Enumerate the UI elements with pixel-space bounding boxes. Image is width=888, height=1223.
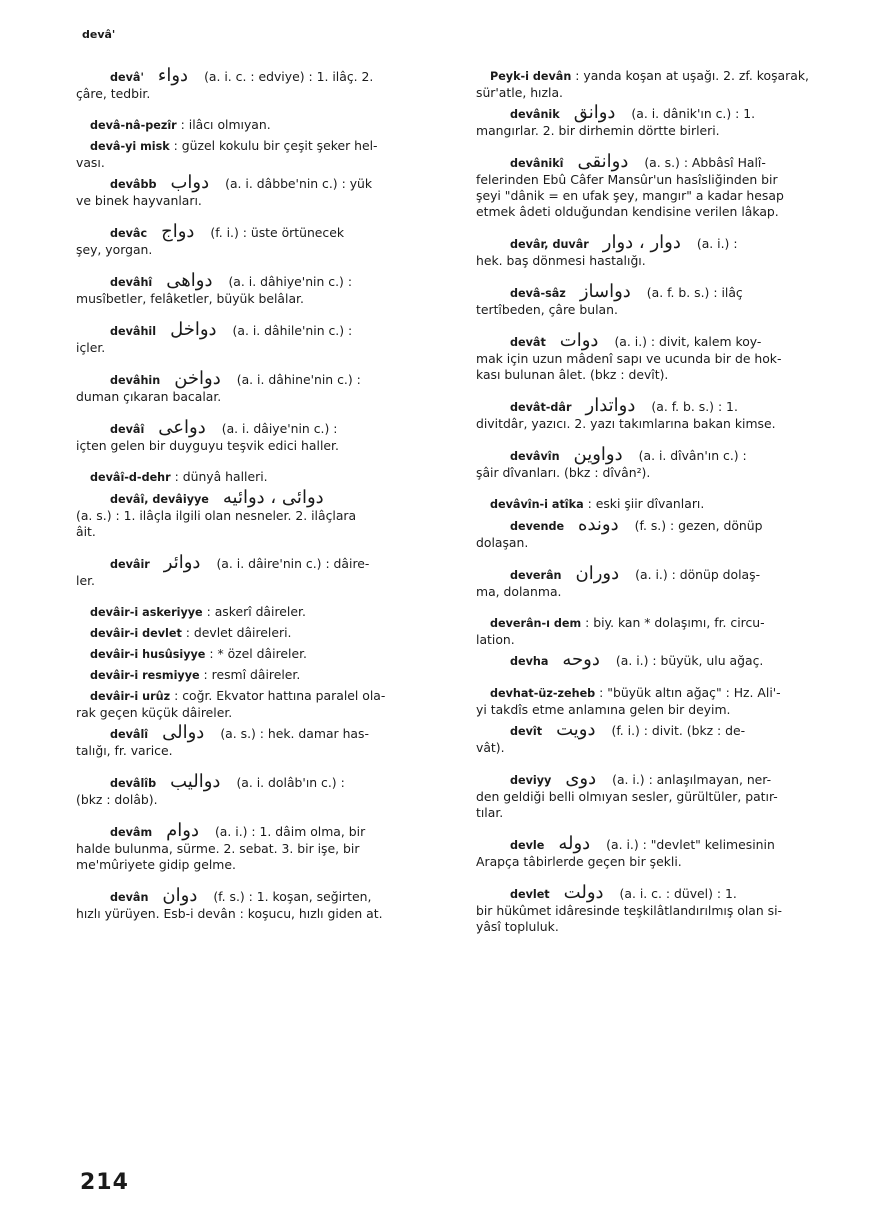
definition-line: divitdâr, yazıcı. 2. yazı takımlarına bakan kimse. xyxy=(476,416,776,431)
entry-first-line xyxy=(476,330,852,351)
entry-first-line xyxy=(76,688,450,705)
entry-first-line xyxy=(476,232,852,253)
definition-line: hızlı yürüyen. Esb-i devân : koşucu, hızlı giden at. xyxy=(76,906,383,921)
entry-first-line xyxy=(76,625,450,642)
definition-line: şeyi "dânik = en ufak şey, mangır" a kadar hesap xyxy=(476,188,784,203)
definition-line: (a. i. dâhiye'nin c.) : xyxy=(228,274,352,289)
subentry-headword: devâî-d-dehr xyxy=(90,471,171,484)
entry-first-line xyxy=(76,667,450,684)
definition-line: hek. baş dönmesi hastalığı. xyxy=(476,253,646,268)
entry-first-line xyxy=(76,319,450,340)
definition-line: rak geçen küçük dâireler. xyxy=(76,705,233,720)
dictionary-entry xyxy=(476,649,852,670)
arabic-script: دوله xyxy=(558,833,591,854)
arabic-script: دواليب xyxy=(170,771,221,792)
entry-first-line xyxy=(76,172,450,193)
definition-line: : "büyük altın ağaç" : Hz. Ali'- xyxy=(599,685,781,700)
dictionary-entry xyxy=(76,646,450,663)
dictionary-entry xyxy=(76,65,450,102)
arabic-script: دواخن xyxy=(174,368,221,389)
definition-line: (a. i. dâhile'nin c.) : xyxy=(232,323,353,338)
dictionary-entry xyxy=(76,552,450,589)
definition-line: (a. i. dîvân'ın c.) : xyxy=(638,448,747,463)
dictionary-entry xyxy=(76,667,450,684)
definition-line: (a. i. dâbbe'nin c.) : yük xyxy=(225,176,373,191)
entry-first-line xyxy=(76,552,450,573)
definition-line: : resmî dâireler. xyxy=(203,667,301,682)
dictionary-entry xyxy=(76,417,450,454)
entry-first-line xyxy=(476,882,852,903)
entry-first-line xyxy=(476,833,852,854)
headword: devâî, devâiyye xyxy=(110,493,209,506)
arabic-script: دواوين xyxy=(573,444,623,465)
running-head: devâ' xyxy=(82,28,116,41)
arabic-script: دواساز xyxy=(579,281,631,302)
definition-line: kası bulunan âlet. (bkz : devît). xyxy=(476,367,669,382)
entry-first-line xyxy=(76,771,450,792)
entry-first-line xyxy=(76,221,450,242)
subentry-headword: devâir-i devlet xyxy=(90,627,182,640)
entry-first-line xyxy=(476,151,852,172)
dictionary-entry xyxy=(76,469,450,486)
definition-line: (a. i.) : büyük, ulu ağaç. xyxy=(615,653,764,668)
dictionary-entry xyxy=(476,615,852,648)
dictionary-entry xyxy=(76,270,450,307)
definition-line: vası. xyxy=(76,155,105,170)
definition-line: (a. i.) : xyxy=(696,236,738,251)
dictionary-entry xyxy=(476,281,852,318)
definition-line: (a. s.) : Abbâsî Halî- xyxy=(644,155,766,170)
definition-line: tılar. xyxy=(476,805,504,820)
arabic-script: دولت xyxy=(563,882,604,903)
definition-line: (a. i.) : dönüp dolaş- xyxy=(635,567,761,582)
definition-line: (a. i. c. : düvel) : 1. xyxy=(619,886,737,901)
definition-line: me'mûriyete gidip gelme. xyxy=(76,857,236,872)
dictionary-entry xyxy=(476,685,852,718)
entry-first-line xyxy=(76,270,450,291)
definition-line: halde bulunma, sürme. 2. sebat. 3. bir işe, bir xyxy=(76,841,360,856)
definition-line: dolaşan. xyxy=(476,535,529,550)
dictionary-entry xyxy=(476,768,852,821)
arabic-script: دواج xyxy=(161,221,195,242)
headword: devha xyxy=(510,655,549,668)
dictionary-entry xyxy=(76,625,450,642)
definition-line: (a. s.) : hek. damar has- xyxy=(220,726,369,741)
dictionary-entry xyxy=(476,719,852,756)
headword: devân xyxy=(110,891,149,904)
right-column xyxy=(476,68,852,950)
dictionary-entry xyxy=(476,330,852,383)
entry-first-line xyxy=(476,514,852,535)
entry-first-line xyxy=(76,65,450,86)
definition-line: : ilâcı olmıyan. xyxy=(180,117,271,132)
headword: devâî xyxy=(110,423,145,436)
definition-line: mak için uzun mâdenî sapı ve ucunda bir de hok- xyxy=(476,351,782,366)
subentry-headword: devâ-nâ-pezîr xyxy=(90,119,177,132)
arabic-script: دوانقى xyxy=(577,151,629,172)
entry-first-line xyxy=(76,885,450,906)
definition-line: içler. xyxy=(76,340,106,355)
headword: devât xyxy=(510,336,546,349)
entry-first-line xyxy=(476,649,852,670)
headword: devânikî xyxy=(510,157,564,170)
definition-line: (f. i.) : divit. (bkz : de- xyxy=(611,723,746,738)
definition-line: duman çıkaran bacalar. xyxy=(76,389,222,404)
definition-line: ler. xyxy=(76,573,95,588)
definition-line: (a. f. b. s.) : 1. xyxy=(651,399,738,414)
arabic-script: دوات xyxy=(559,330,599,351)
entry-first-line xyxy=(476,768,852,789)
dictionary-entry xyxy=(476,102,852,139)
definition-line: vât). xyxy=(476,740,505,755)
definition-line: (a. i. dâiye'nin c.) : xyxy=(221,421,338,436)
entry-first-line xyxy=(76,117,450,134)
dictionary-entry xyxy=(76,688,450,721)
arabic-script: دوام xyxy=(166,820,199,841)
definition-line: : * özel dâireler. xyxy=(209,646,307,661)
definition-line: (a. i.) : "devlet" kelimesinin xyxy=(606,837,775,852)
entry-first-line xyxy=(76,138,450,155)
definition-line: (a. i. dâire'nin c.) : dâire- xyxy=(216,556,370,571)
entry-first-line xyxy=(476,563,852,584)
definition-line: yi takdîs etme anlamına gelen bir deyim. xyxy=(476,702,731,717)
dictionary-entry xyxy=(476,232,852,269)
page-number: 214 xyxy=(80,1170,129,1195)
dictionary-entry xyxy=(476,444,852,481)
dictionary-entry xyxy=(476,833,852,870)
definition-line: çâre, tedbir. xyxy=(76,86,151,101)
definition-line: içten gelen bir duyguyu teşvik edici haller. xyxy=(76,438,339,453)
dictionary-entry xyxy=(76,885,450,922)
entry-first-line xyxy=(476,719,852,740)
arabic-script: دوحه xyxy=(562,649,600,670)
subentry-headword: Peyk-i devân xyxy=(490,70,572,83)
headword: devâc xyxy=(110,227,148,240)
dictionary-entry xyxy=(76,820,450,873)
dictionary-entry xyxy=(476,882,852,935)
definition-line: (a. s.) : 1. ilâçla ilgili olan nesneler. 2. ilâçlara xyxy=(76,508,357,523)
arabic-script: دوران xyxy=(575,563,620,584)
arabic-script: دونده xyxy=(578,514,619,535)
entry-first-line xyxy=(476,102,852,123)
headword: devâlî xyxy=(110,728,149,741)
subentry-headword: devâvîn-i atîka xyxy=(490,498,584,511)
subentry-headword: devâir-i urûz xyxy=(90,690,171,703)
headword: devâhin xyxy=(110,374,161,387)
entry-first-line xyxy=(76,469,450,486)
entry-first-line xyxy=(476,68,852,85)
arabic-script: دواهى xyxy=(166,270,213,291)
entry-first-line xyxy=(76,368,450,389)
dictionary-entry xyxy=(476,496,852,513)
entry-first-line xyxy=(76,604,450,621)
arabic-script: دوالى xyxy=(162,722,205,743)
definition-line: (bkz : dolâb). xyxy=(76,792,158,807)
subentry-headword: devâir-i husûsiyye xyxy=(90,648,206,661)
definition-line: talığı, fr. varice. xyxy=(76,743,173,758)
definition-line: (a. i. dânik'ın c.) : 1. xyxy=(631,106,756,121)
arabic-script: دوائر xyxy=(163,552,201,573)
dictionary-entry xyxy=(476,395,852,432)
definition-line: (a. i.) : anlaşılmayan, ner- xyxy=(612,772,772,787)
definition-line: : dünyâ halleri. xyxy=(174,469,268,484)
definition-line: felerinden Ebû Câfer Mansûr'un hasîsliğinden bir xyxy=(476,172,778,187)
dictionary-entry xyxy=(76,221,450,258)
definition-line: etmek âdeti olduğundan kendisine verilen lâkap. xyxy=(476,204,779,219)
arabic-script: دوان xyxy=(162,885,198,906)
headword: devâhî xyxy=(110,276,153,289)
headword: devâvîn xyxy=(510,450,560,463)
headword: devâhil xyxy=(110,325,157,338)
arabic-script: دويت xyxy=(556,719,596,740)
definition-line: bir hükûmet idâresinde teşkilâtlandırılmış olan si- xyxy=(476,903,783,918)
arabic-script: دوائى ، دوائيه xyxy=(222,487,324,508)
entry-first-line xyxy=(476,444,852,465)
definition-line: yâsî topluluk. xyxy=(476,919,559,934)
entry-first-line xyxy=(76,820,450,841)
definition-line: sür'atle, hızla. xyxy=(476,85,563,100)
arabic-script: دواب xyxy=(170,172,210,193)
definition-line: (a. i. c. : edviye) : 1. ilâç. 2. xyxy=(204,69,374,84)
subentry-headword: devâir-i askeriyye xyxy=(90,606,203,619)
arabic-script: دواتدار xyxy=(585,395,636,416)
definition-line: ve binek hayvanları. xyxy=(76,193,202,208)
definition-line: ma, dolanma. xyxy=(476,584,562,599)
definition-line: : güzel kokulu bir çeşit şeker hel- xyxy=(173,138,378,153)
subentry-headword: deverân-ı dem xyxy=(490,617,582,630)
headword: devânik xyxy=(510,108,560,121)
definition-line: şâir dîvanları. (bkz : dîvân²). xyxy=(476,465,651,480)
definition-line: : devlet dâireleri. xyxy=(185,625,292,640)
headword: devît xyxy=(510,725,543,738)
headword: devâbb xyxy=(110,178,157,191)
subentry-headword: devâ-yi misk xyxy=(90,140,170,153)
arabic-script: دواعى xyxy=(158,417,206,438)
headword: devât-dâr xyxy=(510,401,572,414)
entry-first-line xyxy=(476,496,852,513)
headword: devâ-sâz xyxy=(510,287,566,300)
definition-line: (f. s.) : gezen, dönüp xyxy=(634,518,763,533)
definition-line: lation. xyxy=(476,632,515,647)
definition-line: tertîbeden, çâre bulan. xyxy=(476,302,618,317)
definition-line: (a. i. dâhine'nin c.) : xyxy=(236,372,361,387)
headword: devâm xyxy=(110,826,153,839)
dictionary-entry xyxy=(76,487,450,540)
definition-line: : askerî dâireler. xyxy=(206,604,306,619)
definition-line: : biy. kan * dolaşımı, fr. circu- xyxy=(585,615,765,630)
dictionary-entry xyxy=(76,771,450,808)
headword: deverân xyxy=(510,569,562,582)
definition-line: şey, yorgan. xyxy=(76,242,153,257)
dictionary-entry xyxy=(476,68,852,101)
dictionary-entry xyxy=(476,151,852,220)
left-column xyxy=(76,65,450,937)
definition-line: (f. s.) : 1. koşan, seğirten, xyxy=(213,889,372,904)
headword: devâir xyxy=(110,558,150,571)
dictionary-entry xyxy=(76,172,450,209)
subentry-headword: devhat-üz-zeheb xyxy=(490,687,596,700)
entry-first-line xyxy=(476,395,852,416)
definition-line: (a. i.) : 1. dâim olma, bir xyxy=(214,824,366,839)
dictionary-entry xyxy=(476,514,852,551)
dictionary-entry xyxy=(76,117,450,134)
definition-line: den geldiği belli olmıyan sesler, gürültüler, patır- xyxy=(476,789,778,804)
dictionary-entry xyxy=(76,138,450,171)
headword: devâ' xyxy=(110,71,144,84)
definition-line: (a. i. dolâb'ın c.) : xyxy=(236,775,345,790)
arabic-script: دواخل xyxy=(170,319,217,340)
arabic-script: دوى xyxy=(565,768,597,789)
headword: devende xyxy=(510,520,565,533)
definition-line: musîbetler, felâketler, büyük belâlar. xyxy=(76,291,304,306)
definition-line: Arapça tâbirlerde geçen bir şekli. xyxy=(476,854,682,869)
dictionary-entry xyxy=(76,368,450,405)
dictionary-entry xyxy=(76,722,450,759)
arabic-script: دواء xyxy=(157,65,189,86)
definition-line: mangırlar. 2. bir dirhemin dörtte birleri. xyxy=(476,123,720,138)
dictionary-entry xyxy=(476,563,852,600)
entry-first-line xyxy=(76,646,450,663)
definition-line: : yanda koşan at uşağı. 2. zf. koşarak, xyxy=(575,68,809,83)
arabic-script: دوانق xyxy=(573,102,616,123)
dictionary-entry xyxy=(76,604,450,621)
entry-first-line xyxy=(76,722,450,743)
headword: devâr, duvâr xyxy=(510,238,589,251)
headword: devâlîb xyxy=(110,777,157,790)
entry-first-line xyxy=(76,417,450,438)
entry-first-line xyxy=(76,487,450,508)
definition-line: (a. i.) : divit, kalem koy- xyxy=(614,334,762,349)
definition-line: : coğr. Ekvator hattına paralel ola- xyxy=(174,688,386,703)
subentry-headword: devâir-i resmiyye xyxy=(90,669,200,682)
entry-first-line xyxy=(476,615,852,632)
headword: devlet xyxy=(510,888,550,901)
definition-line: âit. xyxy=(76,524,96,539)
entry-first-line xyxy=(476,685,852,702)
headword: devle xyxy=(510,839,545,852)
entry-first-line xyxy=(476,281,852,302)
dictionary-entry xyxy=(76,319,450,356)
headword: deviyy xyxy=(510,774,552,787)
definition-line: : eski şiir dîvanları. xyxy=(587,496,705,511)
definition-line: (f. i.) : üste örtünecek xyxy=(210,225,345,240)
arabic-script: دوار ، دوار xyxy=(602,232,681,253)
definition-line: (a. f. b. s.) : ilâç xyxy=(646,285,743,300)
